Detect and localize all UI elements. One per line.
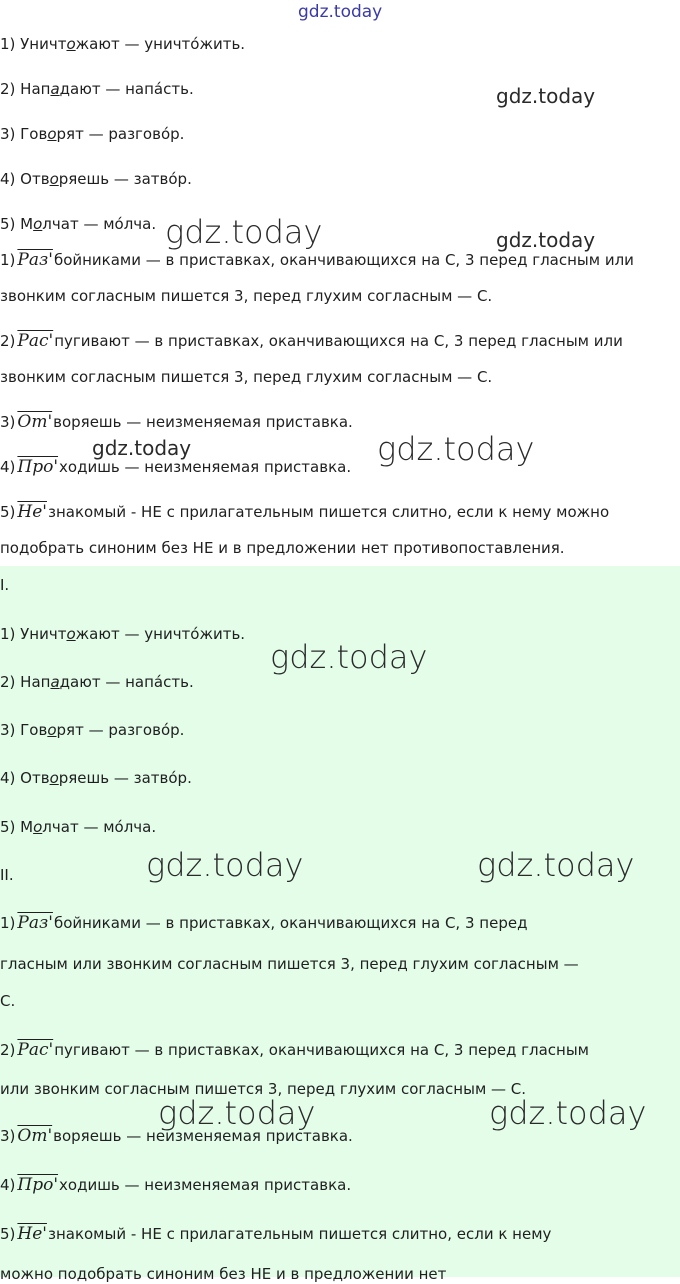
watermark: gdz.today — [298, 2, 383, 22]
watermark: gdz.today — [165, 213, 323, 251]
section-label-1: I. — [0, 576, 10, 594]
answer-vowel-item-5: 5) Молчат — мо́лча. — [0, 818, 157, 836]
watermark: gdz.today — [496, 228, 596, 252]
watermark: gdz.today — [489, 1094, 647, 1132]
prefix-item-1-cont: звонким согласным пишется 3, перед глухим согласным — С. — [0, 287, 493, 305]
prefix-item-5: 5) Не'знакомый - НЕ с прилагательным пишется слитно, если к нему можно — [0, 502, 610, 522]
answer-prefix-item-5-cont: можно подобрать синоним без НЕ и в предложении нет — [0, 1265, 447, 1283]
watermark: gdz.today — [146, 846, 304, 884]
answer-prefix-item-3: 3) От'воряешь — неизменяемая приставка. — [0, 1126, 353, 1146]
vowel-item-4: 4) Отворяешь — затво́р. — [0, 170, 192, 188]
watermark: gdz.today — [92, 436, 192, 460]
answer-vowel-item-3: 3) Говорят — разгово́р. — [0, 721, 185, 739]
watermark: gdz.today — [377, 430, 535, 468]
answer-prefix-item-1: 1) Раз'бойниками — в приставках, оканчивающихся на С, 3 перед — [0, 913, 528, 933]
prefix-item-2-cont: звонким согласным пишется 3, перед глухим согласным — С. — [0, 368, 493, 386]
answer-vowel-item-4: 4) Отворяешь — затво́р. — [0, 769, 192, 787]
answer-prefix-item-1-cont: гласным или звонким согласным пишется 3, перед глухим согласным — — [0, 955, 579, 973]
answer-vowel-item-1: 1) Уничтожают — уничто́жить. — [0, 625, 246, 643]
vowel-item-2: 2) Нападают — напа́сть. — [0, 80, 194, 98]
watermark: gdz.today — [270, 638, 428, 676]
watermark: gdz.today — [158, 1094, 316, 1132]
answer-prefix-item-5: 5) Не'знакомый - НЕ с прилагательным пишется слитно, если к нему — [0, 1224, 552, 1244]
watermark: gdz.today — [496, 84, 596, 108]
prefix-item-2: 2) Рас'пугивают — в приставках, оканчивающихся на С, 3 перед гласным или — [0, 331, 623, 351]
vowel-item-5: 5) Молчат — мо́лча. — [0, 215, 157, 233]
prefix-item-1: 1) Раз'бойниками — в приставках, оканчивающихся на С, 3 перед гласным или — [0, 250, 634, 270]
answer-prefix-item-2: 2) Рас'пугивают — в приставках, оканчивающихся на С, 3 перед гласным — [0, 1040, 589, 1060]
answer-prefix-item-1-cont2: С. — [0, 992, 16, 1010]
vowel-item-3: 3) Говорят — разгово́р. — [0, 125, 185, 143]
answer-vowel-item-2: 2) Нападают — напа́сть. — [0, 673, 194, 691]
answer-prefix-item-2-cont: или звонким согласным пишется 3, перед глухим согласным — С. — [0, 1080, 527, 1098]
vowel-item-1: 1) Уничтожают — уничто́жить. — [0, 35, 246, 53]
section-label-2: II. — [0, 866, 14, 884]
answer-prefix-item-4: 4) Про'ходишь — неизменяемая приставка. — [0, 1175, 352, 1195]
watermark: gdz.today — [477, 846, 635, 884]
prefix-item-3: 3) От'воряешь — неизменяемая приставка. — [0, 412, 353, 432]
prefix-item-4: 4) Про'ходишь — неизменяемая приставка. — [0, 457, 352, 477]
prefix-item-5-cont: подобрать синоним без НЕ и в предложении нет противопоставления. — [0, 539, 565, 557]
